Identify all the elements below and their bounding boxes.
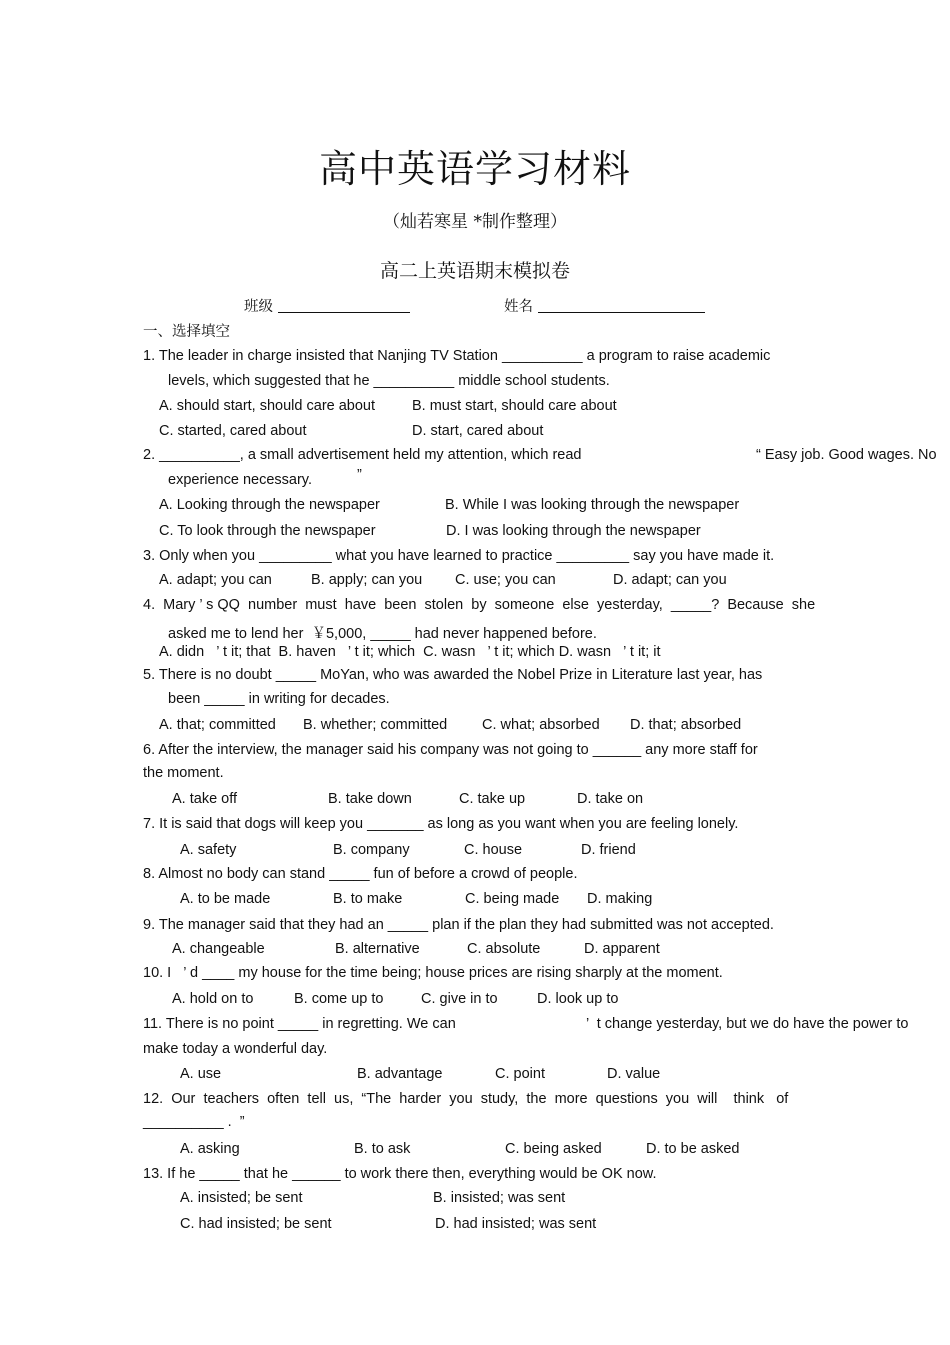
question-12-option-c: C. being asked	[505, 1141, 602, 1157]
question-5-option-a: A. that; committed	[159, 717, 276, 733]
question-11-option-d: D. value	[607, 1066, 661, 1082]
question-12-option-a: A. asking	[180, 1141, 240, 1157]
question-8-stem: 8. Almost no body can stand _____ fun of before a crowd of people.	[143, 866, 578, 882]
question-10-option-a: A. hold on to	[172, 991, 254, 1007]
question-3-stem: 3. Only when you _________ what you have learned to practice _________ say you have made it.	[143, 548, 775, 564]
page-title: 高中英语学习材料	[318, 147, 631, 191]
question-2-stem: 2. __________, a small advertisement held my attention, which read	[143, 447, 582, 463]
question-8-option-c: C. being made	[465, 891, 560, 907]
question-6-stem-cont: the moment.	[143, 765, 224, 781]
question-2-close-quote: ”	[357, 467, 362, 483]
question-7-option-d: D. friend	[581, 842, 636, 858]
question-10-option-d: D. look up to	[537, 991, 619, 1007]
question-12-stem: 12. Our teachers often tell us, “The harder you study, the more questions you will think of	[143, 1091, 789, 1107]
question-6-option-c: C. take up	[459, 791, 526, 807]
question-4-stem-cont: asked me to lend her ￥5,000, _____ had never happened before.	[168, 626, 597, 642]
question-6-option-a: A. take off	[172, 791, 238, 807]
question-3-option-d: D. adapt; can you	[613, 572, 727, 588]
question-6-stem: 6. After the interview, the manager said his company was not going to ______ any more staff for	[143, 742, 758, 758]
question-10-option-b: B. come up to	[294, 991, 384, 1007]
question-3-option-b: B. apply; can you	[311, 572, 423, 588]
section-heading: 一、选择填空	[143, 324, 230, 340]
question-8-option-b: B. to make	[333, 891, 403, 907]
question-2-option-d: D. I was looking through the newspaper	[446, 523, 701, 539]
question-11-stem-tail: ’ t change yesterday, but we do have the power to	[586, 1016, 909, 1032]
question-5-stem: 5. There is no doubt _____ MoYan, who was awarded the Nobel Prize in Literature last year, has	[143, 667, 763, 683]
question-12-option-b: B. to ask	[354, 1141, 411, 1157]
page-subtitle: （灿若寒星 *制作整理）	[383, 212, 567, 232]
question-9-option-d: D. apparent	[584, 941, 660, 957]
question-11-option-a: A. use	[180, 1066, 222, 1082]
question-3-option-a: A. adapt; you can	[159, 572, 272, 588]
question-3-option-c: C. use; you can	[455, 572, 556, 588]
exam-title: 高二上英语期末模拟卷	[379, 260, 570, 282]
question-6-option-d: D. take on	[577, 791, 644, 807]
question-10-option-c: C. give in to	[421, 991, 498, 1007]
question-13-option-b: B. insisted; was sent	[433, 1190, 566, 1206]
class-label: 班级	[244, 299, 273, 315]
question-5-stem-cont: been _____ in writing for decades.	[168, 691, 390, 707]
question-6-option-b: B. take down	[328, 791, 412, 807]
class-field	[278, 300, 410, 313]
question-9-option-c: C. absolute	[467, 941, 541, 957]
question-7-option-b: B. company	[333, 842, 410, 858]
question-8-option-a: A. to be made	[180, 891, 271, 907]
question-8-option-d: D. making	[587, 891, 653, 907]
question-9-option-a: A. changeable	[172, 941, 265, 957]
question-13-option-d: D. had insisted; was sent	[435, 1216, 597, 1232]
question-2-option-b: B. While I was looking through the newspaper	[445, 497, 740, 513]
question-4-stem: 4. Mary ’ s QQ number must have been stolen by someone else yesterday, _____? Because she	[143, 597, 816, 613]
question-9-stem: 9. The manager said that they had an _____ plan if the plan they had submitted was not accepted.	[143, 917, 774, 933]
question-10-stem: 10. I ’ d ____ my house for the time being; house prices are rising sharply at the moment.	[143, 965, 723, 981]
question-11-stem-cont: make today a wonderful day.	[143, 1041, 328, 1057]
question-5-option-c: C. what; absorbed	[482, 717, 600, 733]
question-1-option-a: A. should start, should care about	[159, 398, 376, 414]
question-5-option-b: B. whether; committed	[303, 717, 448, 733]
question-11-option-b: B. advantage	[357, 1066, 443, 1082]
question-9-option-b: B. alternative	[335, 941, 420, 957]
question-12-stem-cont: __________ . ”	[143, 1114, 245, 1130]
question-13-option-c: C. had insisted; be sent	[180, 1216, 332, 1232]
question-13-option-a: A. insisted; be sent	[180, 1190, 303, 1206]
question-5-option-d: D. that; absorbed	[630, 717, 742, 733]
question-2-option-c: C. To look through the newspaper	[159, 523, 376, 539]
question-7-stem: 7. It is said that dogs will keep you _______ as long as you want when you are feeling lonely.	[143, 816, 739, 832]
question-1-option-c: C. started, cared about	[159, 423, 307, 439]
question-2-option-a: A. Looking through the newspaper	[159, 497, 380, 513]
question-2-stem-quote: “ Easy job. Good wages. No	[756, 447, 937, 463]
question-1-option-d: D. start, cared about	[412, 423, 544, 439]
name-label: 姓名	[504, 299, 533, 315]
name-field	[538, 300, 705, 313]
question-7-option-a: A. safety	[180, 842, 237, 858]
question-11-stem: 11. There is no point _____ in regretting. We can	[143, 1016, 456, 1032]
question-12-option-d: D. to be asked	[646, 1141, 740, 1157]
question-2-stem-cont: experience necessary.	[168, 472, 313, 488]
question-4-options: A. didn ’ t it; that B. haven ’ t it; which C. wasn ’ t it; which D. wasn ’ t it; it	[159, 644, 661, 660]
question-13-stem: 13. If he _____ that he ______ to work there then, everything would be OK now.	[143, 1166, 657, 1182]
question-11-option-c: C. point	[495, 1066, 545, 1082]
question-1-stem: 1. The leader in charge insisted that Nanjing TV Station __________ a program to raise academic	[143, 348, 771, 364]
question-1-stem-cont: levels, which suggested that he __________ middle school students.	[168, 373, 610, 389]
question-7-option-c: C. house	[464, 842, 523, 858]
question-1-option-b: B. must start, should care about	[412, 398, 617, 414]
